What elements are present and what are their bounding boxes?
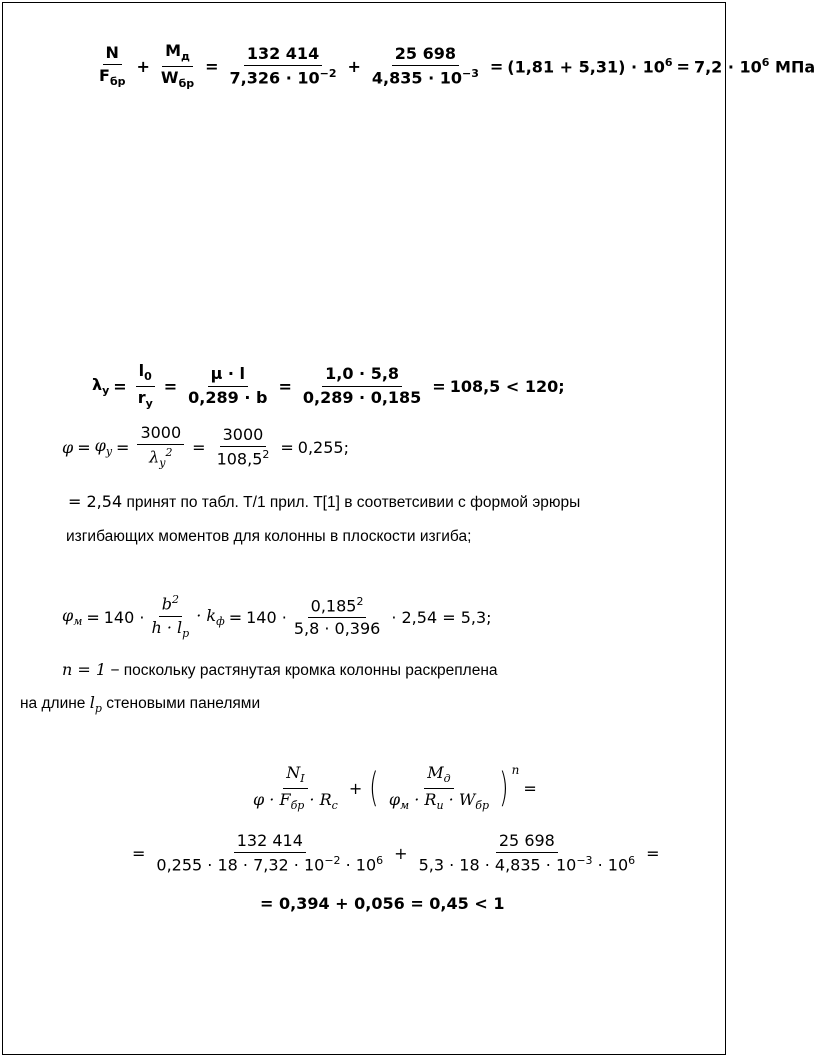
fraction-values	[300, 365, 424, 407]
equation-stability-values: = $\frac{132 414}{0,255 \cdot 18 \cdot 7,32 \cdot 10^{-2} \cdot 10^6}$ + $\frac{25 698}{5,3 \cdot 18 \cdot 4,835 \cdot 10^{-3} \cdot 10^6}$ =	[132, 831, 660, 875]
fraction-m-over-w	[158, 42, 197, 91]
paragraph-line-2: изгибающих моментов для колонны в плоскости изгиба;	[66, 528, 472, 545]
coefficient-2: 140 ·	[246, 607, 287, 627]
denominator: $0,255 \cdot 18 \cdot 7,32 \cdot 10^{-2} \cdot 10^6$	[156, 854, 384, 875]
fraction-value-1	[153, 832, 386, 875]
numerator: 132 414	[234, 832, 306, 853]
denominator: $\lambda_y^2$	[149, 446, 173, 470]
fraction-value-2	[416, 832, 639, 875]
fraction-l0-over-ry	[135, 362, 156, 411]
numerator: 0,185$^2$	[308, 596, 367, 619]
paragraph-n-exponent	[62, 660, 498, 680]
numerator: 132 414	[244, 45, 322, 66]
fraction-n-over-f	[96, 44, 129, 89]
denominator: $4,835 \cdot 10^{-3}$	[371, 67, 479, 88]
equation-slenderness: $\lambda_y$ = $\frac{l_0}{r_y}$ = $\frac{\mu \cdot l}{0,289 \cdot b}$ = $\frac{1,0 \cdot 5,8}{0,289 \cdot 0,185}$ = 108,5 < 120;	[92, 361, 565, 411]
denominator: 108,5$^2$	[216, 448, 270, 469]
fraction-b2-over-hlp	[148, 594, 192, 641]
n-equals: n = 1	[62, 660, 107, 679]
exponent-n: n	[511, 763, 520, 778]
lambda-y: $\lambda_y$	[92, 375, 110, 398]
numerator: $l_0$	[136, 362, 155, 387]
numerator: N	[103, 44, 122, 65]
fraction-mu-l	[185, 365, 270, 407]
fraction-n-over-phi	[250, 764, 341, 813]
fraction-m-over-phi-m	[386, 764, 492, 813]
denominator: $7,326 \cdot 10^{-2}$	[229, 67, 337, 88]
result-final: $7,2 \cdot 10^6$ МПа	[693, 56, 815, 77]
numerator: $M_д$	[162, 42, 193, 67]
paragraph-coefficient	[68, 492, 580, 512]
denominator: 0,289 · 0,185	[302, 387, 422, 407]
denominator: $\varphi_м \cdot R_u \cdot W_{бр}$	[388, 789, 490, 813]
fraction-3000-over-value	[214, 426, 273, 469]
result: 108,5 < 120;	[449, 376, 565, 396]
coefficient-value: = 2,54	[68, 492, 123, 511]
result: · 2,54 = 5,3;	[391, 607, 492, 627]
denominator: 0,289 · b	[188, 387, 268, 407]
equals-sign: =	[523, 778, 537, 798]
numerator: 3000	[220, 426, 267, 447]
result-sum: $(1,81 + 5,31) \cdot 10^6$	[507, 56, 673, 77]
right-paren: )	[499, 765, 509, 812]
denominator: $5,3 \cdot 18 \cdot 4,835 \cdot 10^{-3} \cdot 10^6$	[418, 854, 636, 875]
denominator: $\varphi \cdot F_{бр} \cdot R_с$	[253, 789, 338, 813]
denominator: $h \cdot l_p$	[151, 617, 190, 640]
fraction-value-2	[369, 45, 482, 88]
equation-phi-m: $\varphi_м$ = 140 · $\frac{b^2}{h \cdot l_p}$ · $k_ф$ = 140 · $\frac{0,185^2}{5,8 \cdot 0,396}$ · 2,54 = 5,3;	[62, 593, 492, 640]
denominator: $W_{бр}$	[160, 67, 195, 91]
equation-stress: $\frac{N}{F_{бр}}$ + $\frac{M_д}{W_{бр}}$ = $\frac{132 414}{7,326 \cdot 10^{-2}}$ + $\frac{25 698}{4,835 \cdot 10^{-3}}$ = $(1,81 + 5,31) \cdot 10^6$ = $7,2 \cdot 10^6$ МПа	[92, 42, 815, 91]
equation-stability-check: $\frac{N_I}{\varphi \cdot F_{бр} \cdot R_с}$ + ( $\frac{M_д}{\varphi_м \cdot R_u \cdot W_{бр}}$ ) $^n$ =	[246, 764, 541, 813]
fraction-value-1	[227, 45, 340, 88]
fraction-3000-over-lambda	[137, 424, 184, 471]
denominator: 5,8 · 0,396	[293, 619, 381, 639]
numerator: 25 698	[496, 832, 558, 853]
denominator: $r_y$	[137, 387, 153, 411]
left-paren: (	[369, 765, 379, 812]
numerator: 25 698	[392, 45, 459, 66]
paragraph-line-1: принят по табл. Т/1 прил. Т[1] в соответсивии с формой эрюры	[126, 494, 581, 511]
phi-y: $\varphi_y$	[94, 436, 113, 459]
paragraph-line-1: − поскольку растянутая кромка колонны раскреплена	[106, 662, 498, 679]
equation-phi: φ = $\varphi_y$ = $\frac{3000}{\lambda_y^2}$ = $\frac{3000}{108,5^2}$ = 0,255;	[62, 423, 349, 470]
k-phi: · $k_ф$	[196, 606, 225, 629]
fraction-values	[291, 596, 384, 639]
numerator: 1,0 · 5,8	[322, 365, 402, 386]
paragraph-line-2: на длине $l_p$ стеновыми панелями	[20, 693, 261, 716]
equation-stability-result: = 0,394 + 0,056 = 0,45 < 1	[260, 894, 505, 913]
phi-m: $\varphi_м$	[62, 606, 83, 629]
numerator: 3000	[137, 424, 184, 445]
numerator: $b^2$	[159, 594, 182, 617]
result: 0,255;	[297, 437, 349, 457]
numerator: μ · l	[208, 365, 248, 386]
numerator: $M_д$	[424, 764, 453, 789]
numerator: $N_I$	[283, 764, 307, 789]
phi-symbol: φ	[62, 437, 74, 457]
coefficient: 140 ·	[103, 607, 145, 627]
denominator: $F_{бр}$	[99, 66, 126, 89]
